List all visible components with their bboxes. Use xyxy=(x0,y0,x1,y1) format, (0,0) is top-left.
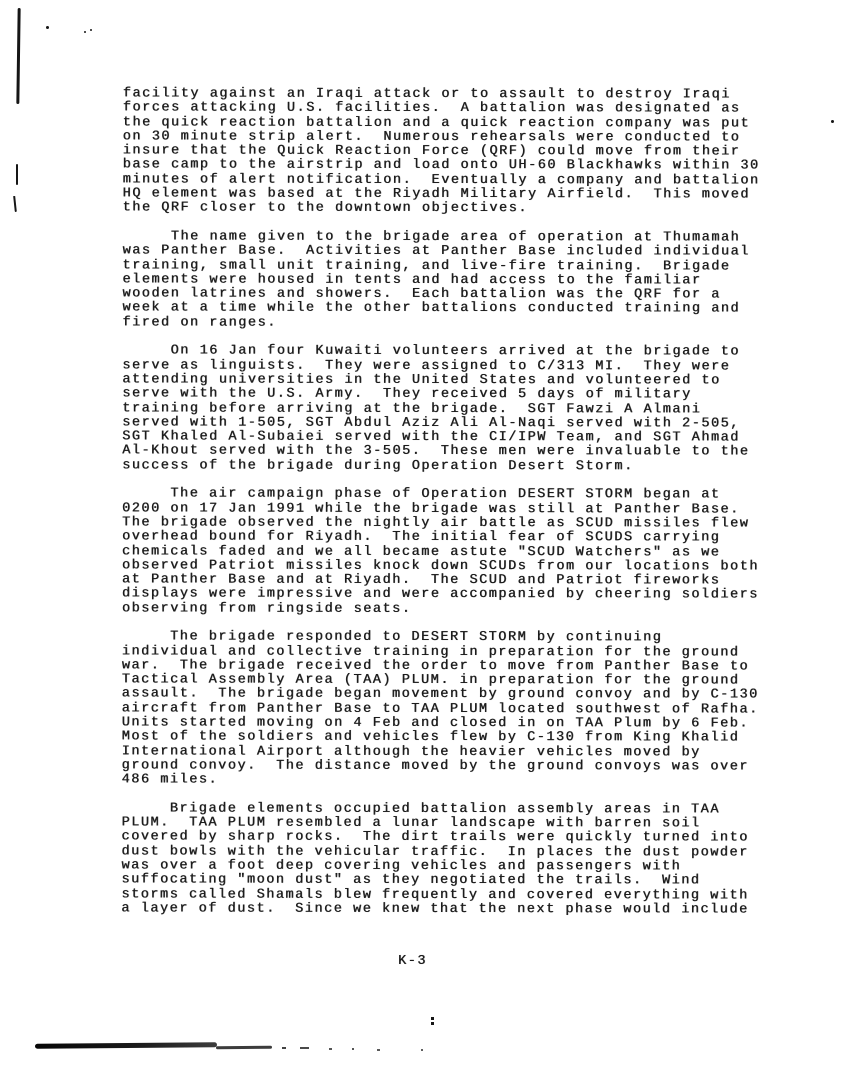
scan-artifact-smudge-dot xyxy=(421,1049,423,1051)
scan-artifact-left-tick-1 xyxy=(16,164,18,185)
text-body xyxy=(121,87,787,932)
scan-artifact-speck xyxy=(831,120,834,123)
scan-artifact-bottom-smudge-tail xyxy=(216,1046,272,1049)
paragraph-taa-plum-conditions: Brigade elements occupied battalion assembly areas in TAA PLUM. TAA PLUM resembled a lunar landscape with barren soil covered by sharp rocks. The dirt trails were quickly turned into dust bowls with the vehicular traffic. In places the dust powder was over a foot deep covering vehicles and passengers with suffocating "moon dust" as they negotiated the trails. Wind storms called Shamals blew frequently and covered everything with a layer of dust. Since we knew that the next phase would include xyxy=(121,801,749,918)
scan-artifact-speck xyxy=(90,29,92,31)
scan-artifact-smudge-dot xyxy=(377,1049,380,1051)
paragraph-panther-base: The name given to the brigade area of operation at Thumamah was Panther Base. Activities at Panther Base included individual training, small unit training, and live-fire training. Brigade elements were housed in tents and had access to the familiar wooden latrines and showers. Each battalion was the QRF for a week at a time while the other battalions conducted training and fired on ranges. xyxy=(122,229,750,331)
paragraph-move-to-taa-plum: The brigade responded to DESERT STORM by continuing individual and collective training in preparation for the ground war. The brigade received the order to move from Panther Base to Tactical Assembly Area (TAA) PLUM. in preparation for the ground assault. The brigade began movement by ground convoy and by C-130 aircraft from Panther Base to TAA PLUM located southwest of Rafha. Units started moving on 4 Feb and closed in on TAA Plum by 6 Feb. Most of the soldiers and vehicles flew by C-130 from King Khalid International Airport although the heavier vehicles moved by ground convoy. The distance moved by the ground convoys was over 486 miles. xyxy=(121,629,759,788)
scan-artifact-smudge-dot xyxy=(352,1048,354,1050)
scan-artifact-colon-mark xyxy=(431,1017,434,1020)
scan-artifact-smudge-dot xyxy=(282,1047,286,1049)
scan-artifact-speck xyxy=(46,26,49,29)
page-number: K-3 xyxy=(398,954,427,969)
scan-artifact-bottom-smudge xyxy=(35,1042,217,1049)
scan-artifact-left-edge-line xyxy=(16,8,20,104)
scan-artifact-smudge-dot xyxy=(300,1047,309,1049)
scan-artifact-left-tick-2 xyxy=(13,196,17,212)
paragraph-air-campaign: The air campaign phase of Operation DESERT STORM began at 0200 on 17 Jan 1991 while the brigade was still at Panther Base. The brigade observed the nightly air battle as SCUD missiles flew overhead bound for Riyadh. The initial fear of SCUDS carrying chemicals faded and we all became astute "SCUD Watchers" as we observed Patriot missiles knock down SCUDs from our locations both at Panther Base and at Riyadh. The SCUD and Patriot fireworks displays were impressive and were accompanied by cheering soldiers observing from ringside seats. xyxy=(121,486,759,617)
scan-artifact-speck xyxy=(84,31,86,33)
paragraph-qrf: facility against an Iraqi attack or to assault to destroy Iraqi forces attacking U.S. facilities. A battalion was designated as the quick reaction battalion and a quick reaction company was put on 30 minute strip alert. Numerous rehearsals were conducted to insure that the Quick Reaction Force (QRF) could move from their base camp to the airstrip and load onto UH-60 Blackhawks within 30 minutes of alert notification. Eventually a company and battalion HQ element was based at the Riyadh Military Airfield. This moved the QRF closer to the downtown objectives. xyxy=(122,86,760,217)
paragraph-kuwaiti-linguists: On 16 Jan four Kuwaiti volunteers arrived at the brigade to serve as linguists. They were assigned to C/313 MI. They were attending universities in the United States and volunteered to serve with the U.S. Army. They received 5 days of military training before arriving at the brigade. SGT Fawzi A Almani served with 1-505, SGT Abdul Aziz Ali Al-Naqi served with 2-505, SGT Khaled Al-Subaiei served with the CI/IPW Team, and SGT Ahmad Al-Khout served with the 3-505. These men were invaluable to the success of the brigade during Operation Desert Storm. xyxy=(122,343,750,475)
scan-artifact-smudge-dot xyxy=(329,1048,332,1050)
